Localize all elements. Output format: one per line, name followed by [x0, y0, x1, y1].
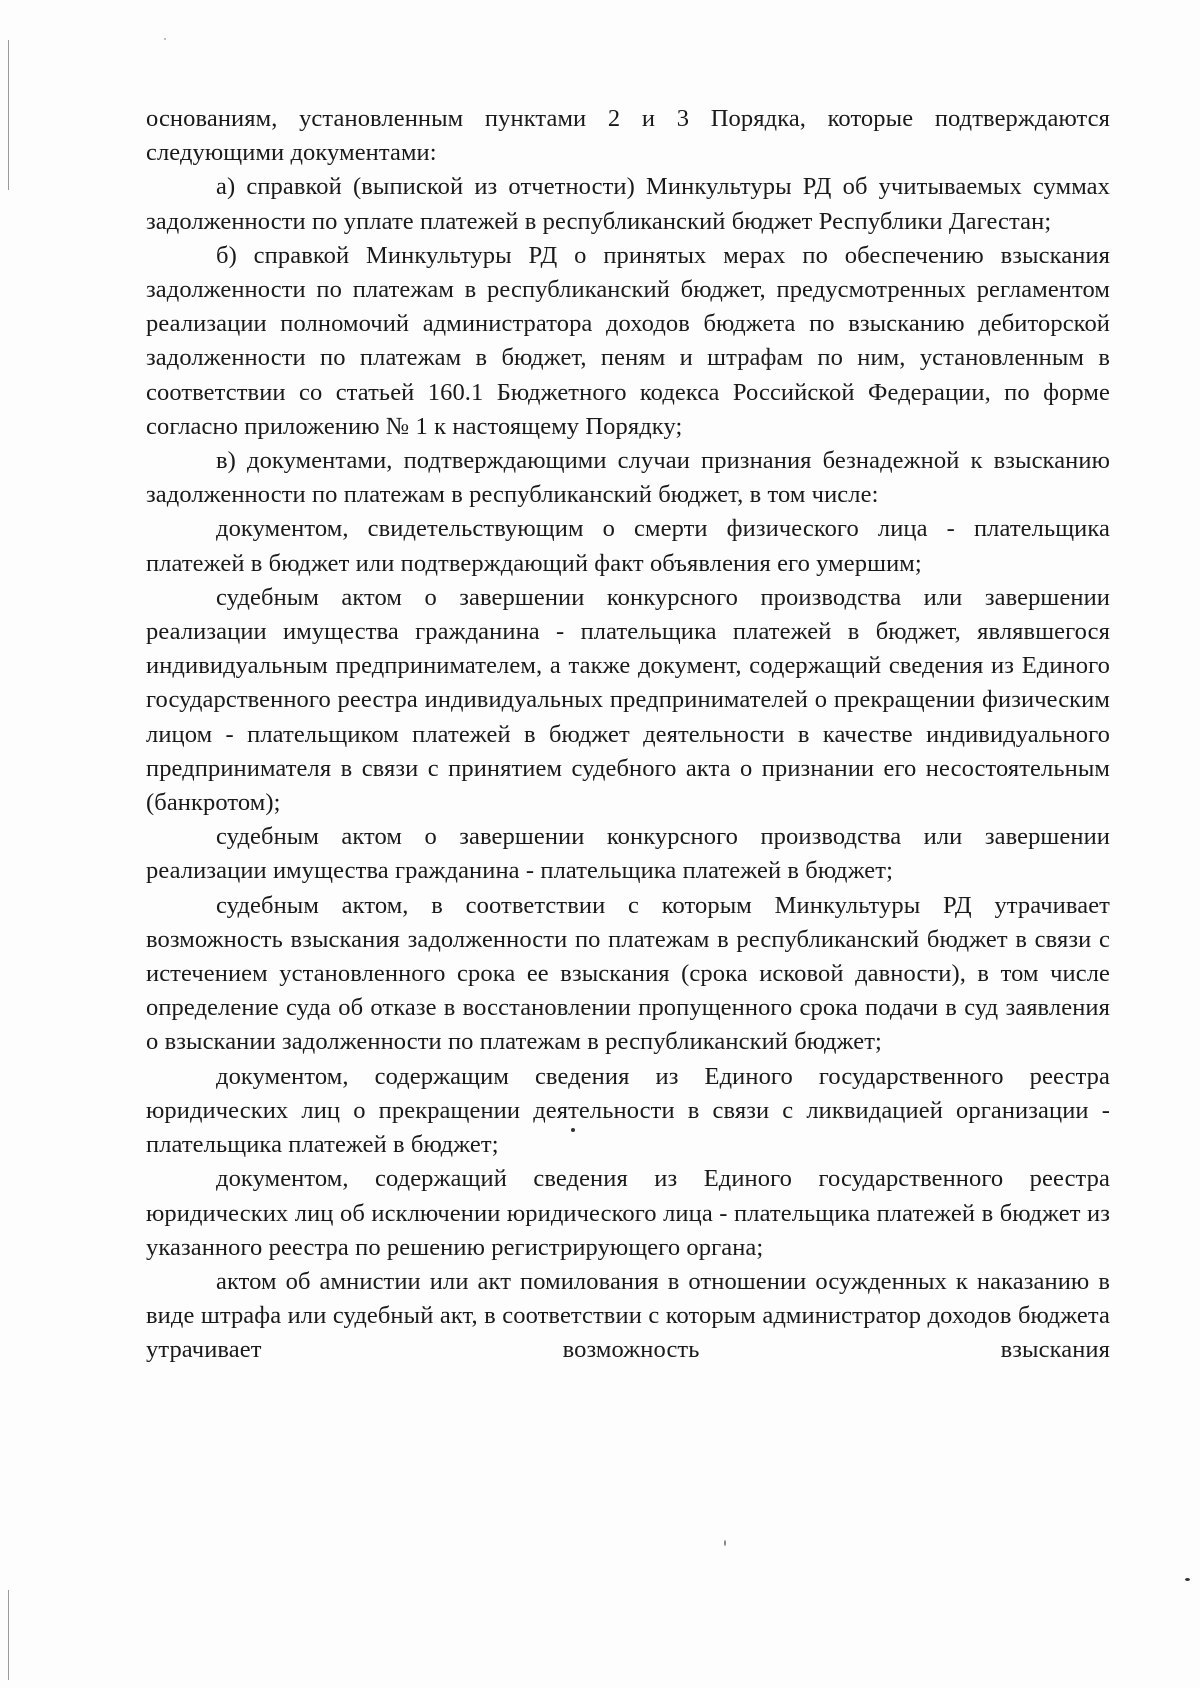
paragraph-registry-exclusion: документом, содержащий сведения из Единого государственного реестра юридических лиц об исключении юридического лица - плательщика платежей в бюджет из указанного реестра по решению регистрирующего органа; — [146, 1165, 1110, 1261]
paragraph-amnesty: актом об амнистии или акт помилования в отношении осужденных к наказанию в виде штрафа или судебный акт, в соответствии с которым администратор доходов бюджета утрачивает возможность взыскания — [146, 1267, 1110, 1364]
scan-speck — [164, 38, 166, 40]
paragraph-item-b: б) справкой Минкультуры РД о принятых мерах по обеспечению взыскания задолженности по платежам в республиканский бюджет, предусмотренных регламентом реализации полномочий администратора доходов бюджета по взысканию дебиторской задолженности по платежам в бюджет, пеням и штрафам по ним, установленным в соответствии со статьей 160.1 Бюджетного кодекса Российской Федерации, по форме согласно приложению № 1 к настоящему Порядку; — [146, 241, 1110, 440]
scan-speck — [724, 1540, 726, 1546]
scan-speck — [1185, 1578, 1190, 1581]
paragraph-item-v: в) документами, подтверждающими случаи признания безнадежной к взысканию задолженности по платежам в республиканский бюджет, в том числе: — [146, 447, 1110, 509]
paragraph-item-a: а) справкой (выпиской из отчетности) Минкультуры РД об учитываемых суммах задолженности по уплате платежей в республиканский бюджет Республики Дагестан; — [146, 173, 1110, 235]
scan-edge-bottom — [8, 1590, 9, 1680]
paragraph-death-document: документом, свидетельствующим о смерти физического лица - плательщика платежей в бюджет или подтверждающий факт объявления его умершим; — [146, 515, 1110, 577]
scan-edge-top — [8, 40, 9, 190]
paragraph-continuation: основаниям, установленным пунктами 2 и 3 Порядка, которые подтверждаются следующими документами: — [146, 105, 1110, 167]
paragraph-limitation-period: судебным актом, в соответствии с которым Минкультуры РД утрачивает возможность взыскания задолженности по платежам в республиканский бюджет в связи с истечением установленного срока ее взыскания (срока исковой давности), в том числе определение суда об отказе в восстановлении пропущенного срока подачи в суд заявления о взыскании задолженности по платежам в республиканский бюджет; — [146, 891, 1110, 1056]
paragraph-bankruptcy-entrepreneur: судебным актом о завершении конкурсного производства или завершении реализации имущества гражданина - плательщика платежей в бюджет, являвшегося индивидуальным предпринимателем, а также документ, содержащий сведения из Единого государственного реестра индивидуальных предпринимателей о прекращении физическим лицом - плательщиком платежей в бюджет деятельности в качестве индивидуального предпринимателя в связи с принятием судебного акта о признании его несостоятельным (банкротом); — [146, 583, 1110, 817]
document-body — [146, 102, 1110, 1368]
paragraph-liquidation: документом, содержащим сведения из Единого государственного реестра юридических лиц о прекращении деятельности в связи с ликвидацией организации - плательщика платежей в бюджет; — [146, 1062, 1110, 1159]
paragraph-bankruptcy-citizen: судебным актом о завершении конкурсного производства или завершении реализации имущества гражданина - плательщика платежей в бюджет; — [146, 823, 1110, 885]
